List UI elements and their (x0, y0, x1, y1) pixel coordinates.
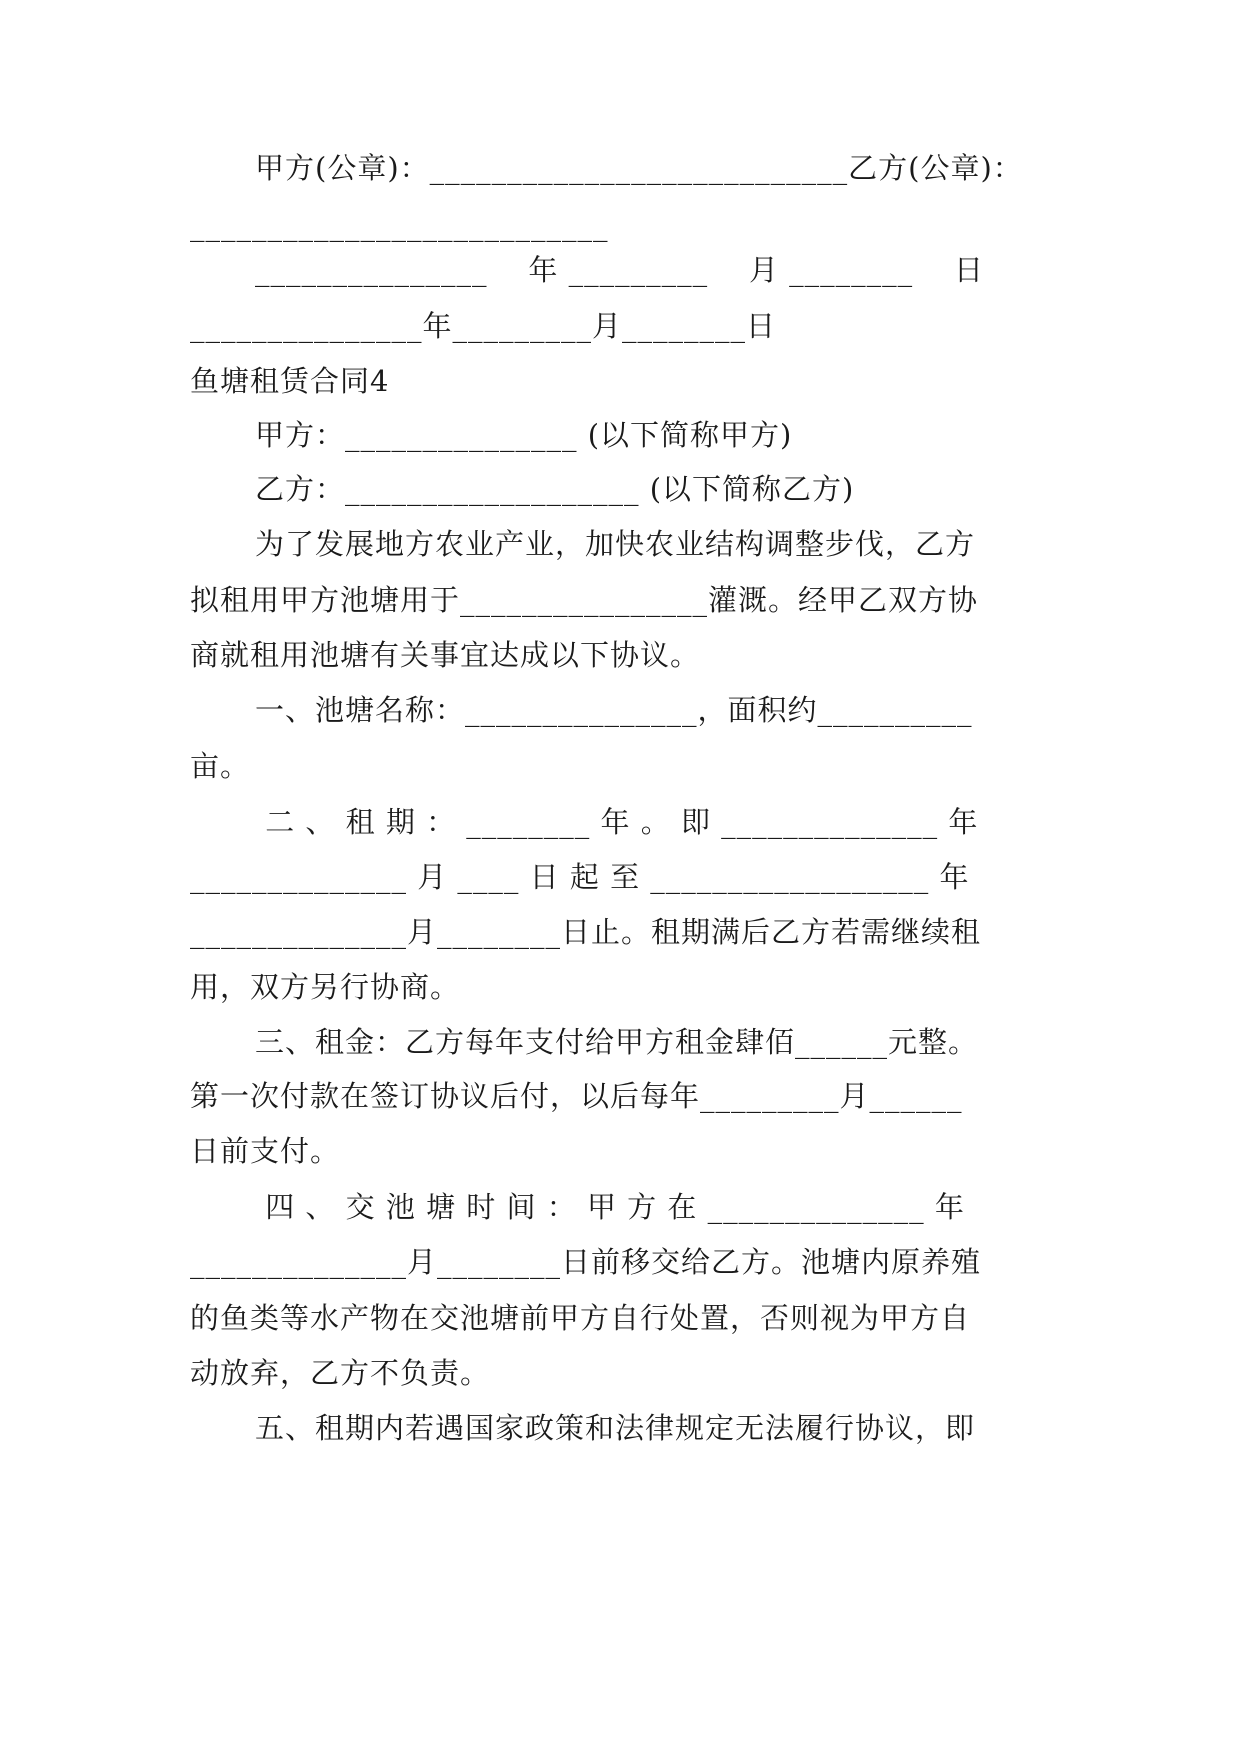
clause-4-line: 四 、 交 池 塘 时 间 ： 甲 方 在 ______________ 年 (255, 1190, 965, 1224)
party-b-line: 乙方：___________________ (以下简称乙方) (255, 472, 855, 506)
party-a-line: 甲方：_______________ (以下简称甲方) (255, 418, 793, 452)
clause-3-line: 第一次付款在签订协议后付，以后每年_________月______ (190, 1079, 963, 1113)
clause-1-line: 亩。 (190, 749, 251, 783)
clause-3-line: 日前支付。 (190, 1134, 341, 1168)
clause-1-line: 一、池塘名称：_______________，面积约__________ (255, 693, 973, 727)
signature-line-blank: ___________________________ (190, 208, 609, 242)
clause-4-line: 动放弃，乙方不负责。 (190, 1356, 491, 1390)
date-line-2: _______________年_________月________日 (190, 309, 777, 343)
paragraph-intro-line: 为了发展地方农业产业，加快农业结构调整步伐，乙方 (255, 527, 976, 561)
signature-line-parties: 甲方(公章)：___________________________乙方(公章)： (255, 151, 1023, 185)
section-title: 鱼塘租赁合同4 (190, 364, 390, 398)
clause-2-line: 二 、 租 期 ： ________ 年 。 即 ______________ 年 (255, 805, 979, 839)
paragraph-intro-line: 拟租用甲方池塘用于________________灌溉。经甲乙双方协 (190, 583, 979, 617)
clause-2-line: ______________ 月 ____ 日 起 至 __________________ 年 (190, 860, 970, 894)
clause-2-line: ______________月________日止。租期满后乙方若需继续租 (190, 915, 982, 949)
paragraph-intro-line: 商就租用池塘有关事宜达成以下协议。 (190, 638, 701, 672)
clause-3-line: 三、租金：乙方每年支付给甲方租金肆佰______元整。 (255, 1025, 979, 1059)
clause-4-line: 的鱼类等水产物在交池塘前甲方自行处置，否则视为甲方自 (190, 1301, 971, 1335)
clause-4-line: ______________月________日前移交给乙方。池塘内原养殖 (190, 1245, 982, 1279)
clause-2-line: 用，双方另行协商。 (190, 970, 461, 1004)
date-line-1: _______________ 年 _________ 月 ________ 日 (255, 253, 985, 287)
clause-5-line: 五、租期内若遇国家政策和法律规定无法履行协议，即 (255, 1411, 976, 1445)
